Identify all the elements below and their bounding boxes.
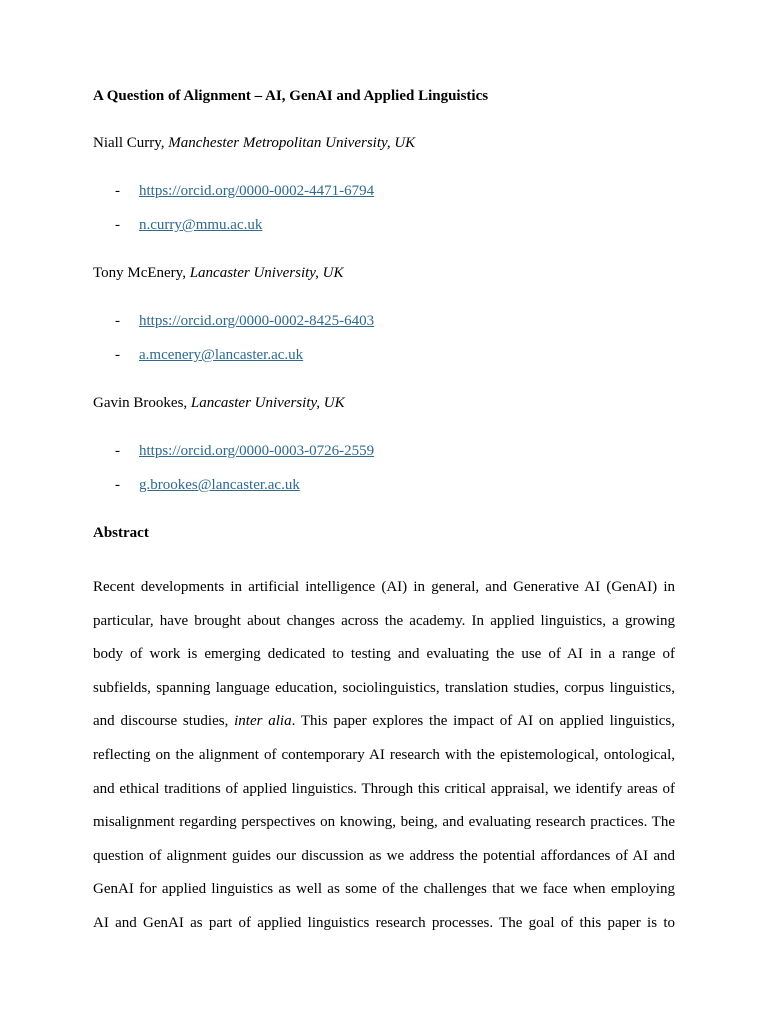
abstract-line: Recent developments in artificial intelligence (AI) in general, and Generative AI (GenAI) in xyxy=(93,579,675,595)
author-name: Niall Curry, xyxy=(93,135,165,151)
abstract-line: AI and GenAI as part of applied linguistics research processes. The goal of this paper is to xyxy=(93,914,675,931)
abstract-line: reflecting on the alignment of contemporary AI research with the epistemological, ontological, xyxy=(93,746,675,763)
bullet-dash: - xyxy=(115,313,120,329)
abstract-body xyxy=(93,571,675,941)
abstract-text: . This paper explores the impact of AI on applied linguistics, xyxy=(291,713,676,730)
abstract-line: subfields, spanning language education, sociolinguistics, translation studies, corpus linguistics, xyxy=(93,679,675,696)
bullet-dash: - xyxy=(115,443,120,459)
email-link[interactable]: n.curry@mmu.ac.uk xyxy=(139,217,263,233)
list-item xyxy=(115,443,374,460)
bullet-dash: - xyxy=(115,477,120,493)
author-name: Tony McEnery, xyxy=(93,265,186,281)
bullet-dash: - xyxy=(115,217,120,233)
abstract-line: particular, have brought about changes across the academy. In applied linguistics, a growing xyxy=(93,612,675,629)
author-name: Gavin Brookes, xyxy=(93,395,188,411)
author-line xyxy=(93,265,343,282)
orcid-link[interactable]: https://orcid.org/0000-0002-4471-6794 xyxy=(139,183,375,199)
abstract-line: misalignment regarding perspectives on knowing, being, and evaluating research practices. The xyxy=(93,814,675,831)
abstract-line: body of work is emerging dedicated to testing and evaluating the use of AI in a range of xyxy=(93,646,675,663)
abstract-line: GenAI for applied linguistics as well as some of the challenges that we face when employing xyxy=(93,881,675,898)
paper-title: A Question of Alignment – AI, GenAI and Applied Linguistics xyxy=(93,88,489,104)
abstract-heading: Abstract xyxy=(93,525,149,541)
bullet-dash: - xyxy=(115,183,120,199)
email-link[interactable]: g.brookes@lancaster.ac.uk xyxy=(139,477,300,493)
abstract-text: and discourse studies, xyxy=(93,713,229,730)
list-item xyxy=(115,183,374,200)
author-affiliation: Lancaster University, UK xyxy=(189,265,344,281)
list-item xyxy=(115,217,262,234)
abstract-line: and ethical traditions of applied linguistics. Through this critical appraisal, we identify areas of xyxy=(93,780,675,797)
list-item xyxy=(115,313,374,330)
list-item xyxy=(115,477,300,494)
author-line xyxy=(93,395,345,412)
orcid-link[interactable]: https://orcid.org/0000-0002-8425-6403 xyxy=(139,313,375,329)
abstract-line: question of alignment guides our discussion as we address the potential affordances of AI and xyxy=(93,847,675,864)
email-link[interactable]: a.mcenery@lancaster.ac.uk xyxy=(139,347,304,363)
author-affiliation: Manchester Metropolitan University, UK xyxy=(168,135,416,151)
list-item xyxy=(115,347,303,364)
bullet-dash: - xyxy=(115,347,120,363)
abstract-line xyxy=(93,705,675,739)
author-affiliation: Lancaster University, UK xyxy=(190,395,345,411)
orcid-link[interactable]: https://orcid.org/0000-0003-0726-2559 xyxy=(139,443,375,459)
abstract-italic-text: inter alia xyxy=(234,713,292,730)
author-line xyxy=(93,135,415,152)
